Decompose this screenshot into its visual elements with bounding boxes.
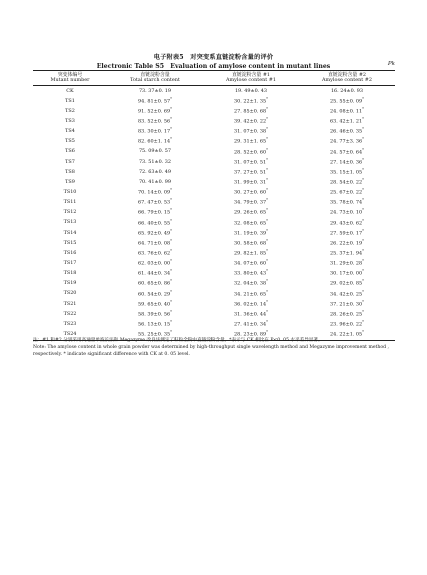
cell-mutant: TS8 [65,168,75,175]
significance-mark: * [170,320,172,325]
cell-mutant: TS23 [63,320,77,327]
table-row [33,299,395,309]
significance-mark: * [266,127,268,132]
significance-mark: * [266,198,268,203]
cell-total-starch: 73. 37±0. 19 [138,87,172,94]
significance-mark: * [170,289,172,294]
cell-mutant: TS3 [65,118,75,125]
significance-mark: * [170,238,172,243]
cell-amylose-2: 25. 67±0. 22* [330,188,364,196]
cell-amylose-2: 27. 14±0. 36* [330,157,364,166]
cell-amylose-1: 31. 99±0. 31* [234,178,268,186]
table-row [33,127,395,137]
cell-amylose-2: 35. 15±1. 05* [330,167,364,176]
table-row [33,238,395,248]
table-row [33,279,395,289]
table-row [33,228,395,238]
table-row [33,106,395,116]
cell-amylose-2: 16. 24±0. 93 [330,87,364,94]
cell-amylose-1: 29. 26±0. 65* [234,208,268,217]
table-title-cn: 电子附表5 对突变系直链淀粉含量的评价 [153,54,274,61]
significance-mark: * [266,330,268,335]
cell-mutant: TS24 [33,329,107,340]
cell-amylose-1: 31. 07±0. 51* [234,157,268,166]
amylose-table [33,70,395,341]
significance-mark: * [170,117,172,122]
significance-mark: * [266,208,268,213]
cell-mutant: TS14 [63,229,77,236]
cell-total-starch: 58. 39±0. 56* [138,309,172,318]
significance-mark: * [266,259,268,264]
table-row [33,167,395,177]
significance-mark: * [266,249,268,254]
cell-total-starch: 70. 14±0. 09* [138,188,172,196]
significance-mark: * [362,269,364,274]
significance-mark: * [362,157,364,162]
table-row [33,177,395,187]
cell-amylose-1: 34. 21±0. 65* [234,289,268,298]
cell-total-starch: 55. 25±0. 35* [107,329,203,340]
cell-mutant: TS13 [63,219,77,226]
cell-mutant: TS7 [65,158,75,165]
significance-mark: * [170,96,172,101]
cell-amylose-2: 25. 55±0. 09* [330,96,364,105]
cell-amylose-1: 34. 07±0. 60* [234,259,268,267]
cell-amylose-1: 29. 31±1. 65* [234,137,268,146]
cell-amylose-2: 26. 22±0. 19* [330,238,364,247]
header-amylose1-en: Amylose content #1 [203,78,299,86]
cell-mutant: TS16 [63,249,77,256]
significance-mark: * [362,309,364,314]
significance-mark: * [170,198,172,203]
cell-amylose-2: 28. 54±0. 22* [330,178,364,186]
significance-mark: * [362,289,364,294]
table-row [33,289,395,299]
table-row [33,319,395,329]
cell-mutant: TS1 [65,97,75,104]
significance-mark: * [170,188,172,193]
significance-mark: * [362,238,364,243]
cell-mutant: TS4 [65,128,75,135]
cell-total-starch: 62. 03±0. 00* [138,259,172,267]
cell-amylose-2: 24. 77±3. 36* [330,137,364,146]
cell-mutant: TS9 [65,178,75,185]
cell-total-starch: 66. 79±0. 15* [138,208,172,217]
cell-amylose-2: 25. 37±1. 94* [330,249,364,257]
cell-amylose-2: 24. 57±0. 64* [330,147,364,156]
cell-total-starch: 60. 65±0. 86* [138,279,172,288]
table-row [33,85,395,96]
cell-amylose-2: 26. 46±0. 35* [330,127,364,135]
significance-mark: * [362,117,364,122]
cell-amylose-2: 28. 26±0. 25* [330,309,364,318]
cell-amylose-2: 23. 96±0. 22* [330,320,364,328]
cell-total-starch: 59. 65±0. 40* [138,299,172,308]
significance-mark: * [362,167,364,172]
significance-mark: * [170,279,172,284]
cell-amylose-1: 31. 36±0. 44* [234,309,268,318]
significance-mark: * [362,279,364,284]
cell-total-starch: 67. 47±0. 53* [138,198,172,206]
unit-label: Pk [387,61,395,67]
cell-total-starch: 94. 81±0. 57* [138,96,172,105]
significance-mark: * [170,249,172,254]
significance-mark: * [362,299,364,304]
cell-total-starch: 83. 30±0. 17* [138,127,172,135]
cell-mutant: TS20 [63,290,77,297]
cell-amylose-2: 24. 22±1. 05* [299,329,395,340]
significance-mark: * [170,127,172,132]
header-amylose1-cn: 直链淀粉含量 #1 [203,71,299,78]
significance-mark: * [170,259,172,264]
header-amylose2-cn: 直链淀粉含量 #2 [299,71,395,78]
significance-mark: * [362,259,364,264]
significance-mark: * [266,238,268,243]
cell-amylose-1: 27. 85±0. 68* [234,107,268,115]
cell-mutant: TS22 [63,310,77,317]
cell-mutant: TS19 [63,280,77,287]
cell-mutant: TS10 [63,189,77,195]
cell-total-starch: 72. 63±0. 49 [138,168,172,175]
cell-amylose-1: 30. 22±1. 35* [234,96,268,105]
significance-mark: * [266,96,268,101]
cell-amylose-1: 33. 80±0. 43* [234,269,268,277]
significance-mark: * [362,188,364,193]
cell-total-starch: 56. 13±0. 15* [138,320,172,328]
cell-amylose-2: 30. 17±0. 00* [330,269,364,277]
header-amylose2-en: Amylose content #2 [299,78,395,86]
significance-mark: * [266,289,268,294]
cell-amylose-2: 31. 29±0. 28* [330,259,364,267]
cell-amylose-1: 32. 04±0. 38* [234,279,268,288]
significance-mark: * [266,269,268,274]
cell-total-starch: 73. 51±0. 32 [138,158,172,165]
cell-amylose-1: 36. 02±0. 14* [234,299,268,308]
table-row [33,208,395,218]
significance-mark: * [362,178,364,183]
table-row [33,147,395,157]
significance-mark: * [362,147,364,152]
significance-mark: * [170,137,172,142]
cell-amylose-2: 63. 42±1. 21* [330,117,364,125]
significance-mark: * [266,228,268,233]
significance-mark: * [170,208,172,213]
footnote-cn: 注：#1 和#2 分别采用高通量单波长法和 Megazyme 改良法测定了籽粒全粉中直链淀粉含量。*表示与 CK 相比在 P<0. 05 水平差异显著。 [33,338,323,343]
cell-mutant: TS17 [63,259,77,266]
significance-mark: * [170,107,172,112]
table-row [33,198,395,208]
header-mutant-cn: 突变体编号 [33,71,107,78]
table-row [33,218,395,228]
header-starch-cn: 直链淀粉含量 [107,71,203,78]
significance-mark: * [170,218,172,223]
table-row [33,187,395,197]
cell-amylose-1: 32. 08±0. 65* [234,218,268,227]
cell-amylose-1: 39. 42±0. 22* [234,117,268,125]
significance-mark: * [170,269,172,274]
cell-amylose-1: 37. 27±0. 51* [234,167,268,176]
significance-mark: * [362,107,364,112]
cell-amylose-1: 28. 52±0. 60* [234,147,268,156]
significance-mark: * [362,208,364,213]
cell-mutant: TS11 [63,199,77,206]
table-row [33,157,395,167]
cell-amylose-2: 29. 43±0. 62* [330,218,364,227]
significance-mark: * [266,320,268,325]
significance-mark: * [362,330,364,335]
significance-mark: * [362,127,364,132]
significance-mark: * [266,218,268,223]
cell-total-starch: 91. 52±0. 69* [138,107,172,115]
cell-amylose-1: 31. 07±0. 38* [234,127,268,135]
cell-total-starch: 64. 71±0. 08* [138,238,172,247]
cell-amylose-2: 35. 78±0. 74* [330,198,364,206]
cell-amylose-2: 24. 73±0. 10* [330,208,364,217]
cell-mutant: TS21 [63,300,77,307]
cell-mutant: TS15 [63,239,77,246]
footnote-en: Note: The amylose content in whole grain powder was determined by high-throughput single wavelength method and Megazyme improvement method , respectively. * indicate significant difference with CK at 0. 05 level. [33,345,389,357]
table-row [33,137,395,147]
table-row [33,96,395,106]
cell-total-starch: 83. 52±0. 56* [138,117,172,125]
cell-total-starch: 70. 41±0. 99 [138,178,172,185]
cell-amylose-1: 30. 58±0. 68* [234,238,268,247]
cell-amylose-2: 37. 21±0. 30* [330,299,364,308]
cell-amylose-2: 29. 02±0. 85* [330,279,364,288]
table-body [33,85,395,340]
cell-total-starch: 61. 44±0. 34* [138,269,172,277]
cell-mutant: TS2 [65,107,75,114]
significance-mark: * [266,167,268,172]
table-row [33,116,395,126]
significance-mark: * [362,96,364,101]
cell-total-starch: 65. 92±0. 49* [138,228,172,237]
cell-amylose-2: 24. 08±0. 11* [330,107,364,115]
cell-mutant: CK [66,87,74,94]
header-starch-en: Total starch content [107,78,203,86]
significance-mark: * [266,137,268,142]
table-row [33,269,395,279]
significance-mark: * [170,299,172,304]
significance-mark: * [266,188,268,193]
significance-mark: * [362,198,364,203]
significance-mark: * [266,309,268,314]
table-row [33,258,395,268]
cell-amylose-1: 19. 49±0. 43 [234,87,268,94]
cell-mutant: TS12 [63,209,77,216]
cell-total-starch: 82. 60±1. 14* [138,137,172,146]
table-row [33,248,395,258]
significance-mark: * [266,157,268,162]
cell-total-starch: 60. 54±0. 29* [138,289,172,298]
cell-amylose-1: 34. 79±0. 37* [234,198,268,206]
cell-total-starch: 63. 76±0. 62* [138,249,172,257]
cell-amylose-1: 29. 82±1. 85* [234,249,268,257]
cell-amylose-2: 27. 59±0. 17* [330,228,364,237]
header-mutant-en: Mutant number [33,78,107,86]
cell-total-starch: 66. 40±0. 55* [138,218,172,227]
significance-mark: * [362,320,364,325]
significance-mark: * [170,228,172,233]
significance-mark: * [266,107,268,112]
cell-mutant: TS5 [65,138,75,145]
cell-amylose-1: 27. 41±0. 34* [234,320,268,328]
cell-amylose-1: 28. 23±0. 89* [203,329,299,340]
significance-mark: * [266,178,268,183]
significance-mark: * [170,330,172,335]
cell-amylose-1: 30. 27±0. 60* [234,188,268,196]
cell-mutant: TS18 [63,270,77,277]
cell-mutant: TS6 [65,148,75,155]
significance-mark: * [362,218,364,223]
significance-mark: * [362,249,364,254]
cell-total-starch: 75. 09±0. 57 [138,148,172,155]
table-row [33,309,395,319]
table-title-en: Electronic Table S5 Evaluation of amylose content in mutant lines [96,63,331,70]
significance-mark: * [362,137,364,142]
significance-mark: * [266,117,268,122]
cell-amylose-1: 31. 19±0. 39* [234,228,268,237]
significance-mark: * [266,147,268,152]
significance-mark: * [266,299,268,304]
significance-mark: * [362,228,364,233]
significance-mark: * [266,279,268,284]
cell-amylose-2: 34. 42±0. 25* [330,289,364,298]
significance-mark: * [170,309,172,314]
